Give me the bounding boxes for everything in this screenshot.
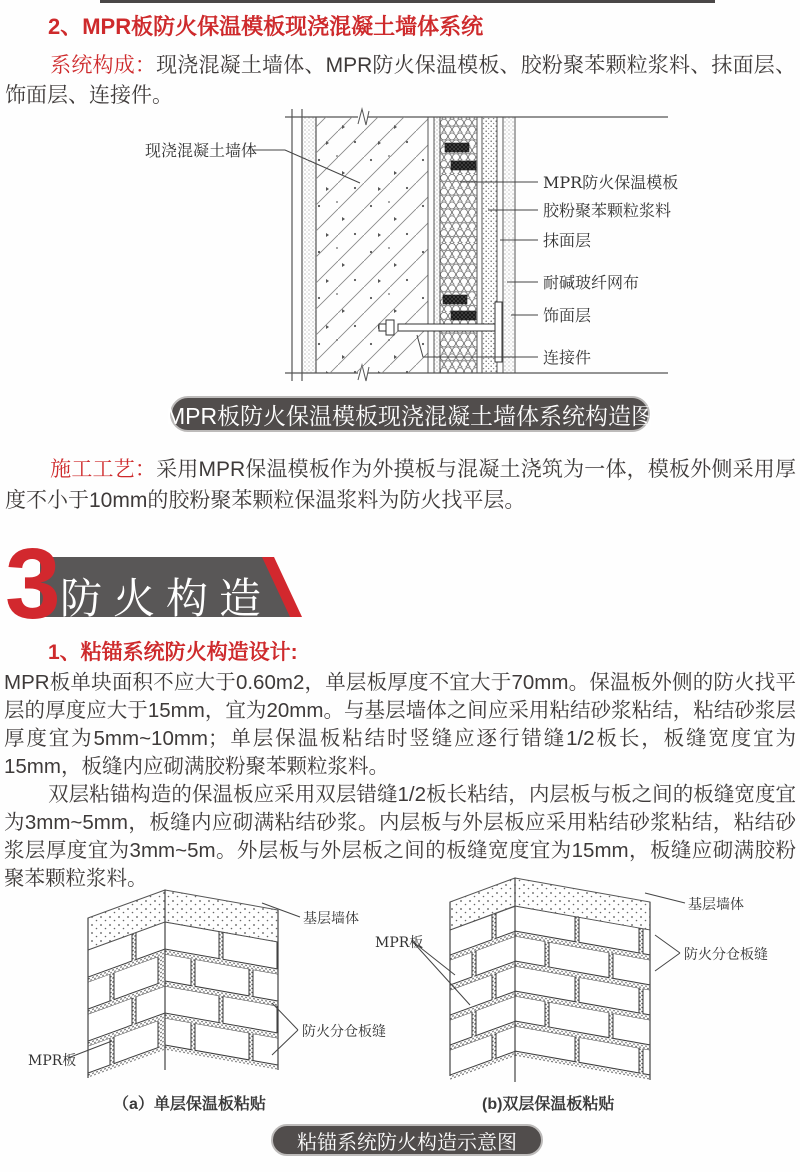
label-base-wall-a: 基层墙体 [303,911,359,927]
construction-paragraph [5,454,796,516]
label-cast-concrete-wall: 现浇混凝土墙体 [145,141,258,160]
system-composition-paragraph [5,51,796,111]
label-finish-layer: 饰面层 [543,306,592,325]
section3-number: 3 [5,528,61,640]
anchor-paragraph-2: 双层粘锚构造的保温板应采用双层错缝1/2板长粘结，内层板与板之间的板缝宽度宜为3mm~5mm，板缝内应砌满粘结砂浆。内层板与外层板应采用粘结砂浆粘结，粘结砂浆层厚度宜为3mm~5m。外层板与外层板之间的板缝宽度宜为15mm，板缝应砌满胶粉聚苯颗粒浆料。 [4,782,796,890]
mpr-board-layer [440,117,477,373]
wall-section-diagram [0,105,800,400]
system-composition-lead: 系统构成： [50,54,157,77]
anchor-paragraph-1: MPR板单块面积不应大于0.60m2，单层板厚度不宜大于70mm。保温板外侧的防火找平层的厚度应大于15mm，宜为20mm。与基层墙体之间应采用粘结砂浆粘结，粘结砂浆层厚度宜为5mm~10mm；单层保温板粘结时竖缝应逐行错缝1/2板长，板缝宽度宜为15mm，板缝内应砌满胶粉聚苯颗粒浆料。 [4,670,796,778]
label-plaster-layer: 抹面层 [543,231,592,250]
section2-heading: 2、MPR板防火保温模板现浇混凝土墙体系统 [48,14,484,39]
top-edge-divider [100,0,715,3]
system-composition-body: 现浇混凝土墙体、MPR防火保温模板、胶粉聚苯颗粒浆料、抹面层、饰面层、连接件。 [5,54,796,107]
anchor-system-diagrams [0,875,800,1125]
label-fiberglass-mesh: 耐碱玻纤网布 [543,273,640,292]
single-layer-caption: （a）单层保温板粘贴 [113,1096,266,1113]
label-base-wall-b: 基层墙体 [688,897,744,913]
label-fire-seam-a: 防火分仓板缝 [302,1024,386,1040]
anchor-system-heading: 1、粘锚系统防火构造设计: [48,641,298,664]
section3-title: 防火构造 [60,575,273,622]
label-fire-seam-b: 防火分仓板缝 [684,947,768,963]
single-layer-diagram [28,890,386,1113]
label-mpr-board-b: MPR板 [375,935,424,951]
wall-layers [303,117,515,373]
anchor-caption-pill: 粘锚系统防火构造示意图 [271,1124,543,1156]
label-polystyrene-mortar: 胶粉聚苯颗粒浆料 [543,201,672,220]
double-layer-caption: (b)双层保温板粘贴 [482,1096,615,1113]
construction-body: 采用MPR保温模板作为外摸板与混凝土浇筑为一体，模板外侧采用厚度不小于10mm的胶粉聚苯颗粒保温浆料为防火找平层。 [5,458,796,512]
label-mpr-board-a: MPR板 [28,1053,77,1069]
double-layer-diagram [375,878,768,1113]
diagram1-caption-pill: MPR板防火保温模板现浇混凝土墙体系统构造图 [170,396,650,432]
label-mpr-board: MPR防火保温模板 [543,173,679,192]
label-connector: 连接件 [543,348,592,367]
construction-lead: 施工工艺： [50,458,157,481]
